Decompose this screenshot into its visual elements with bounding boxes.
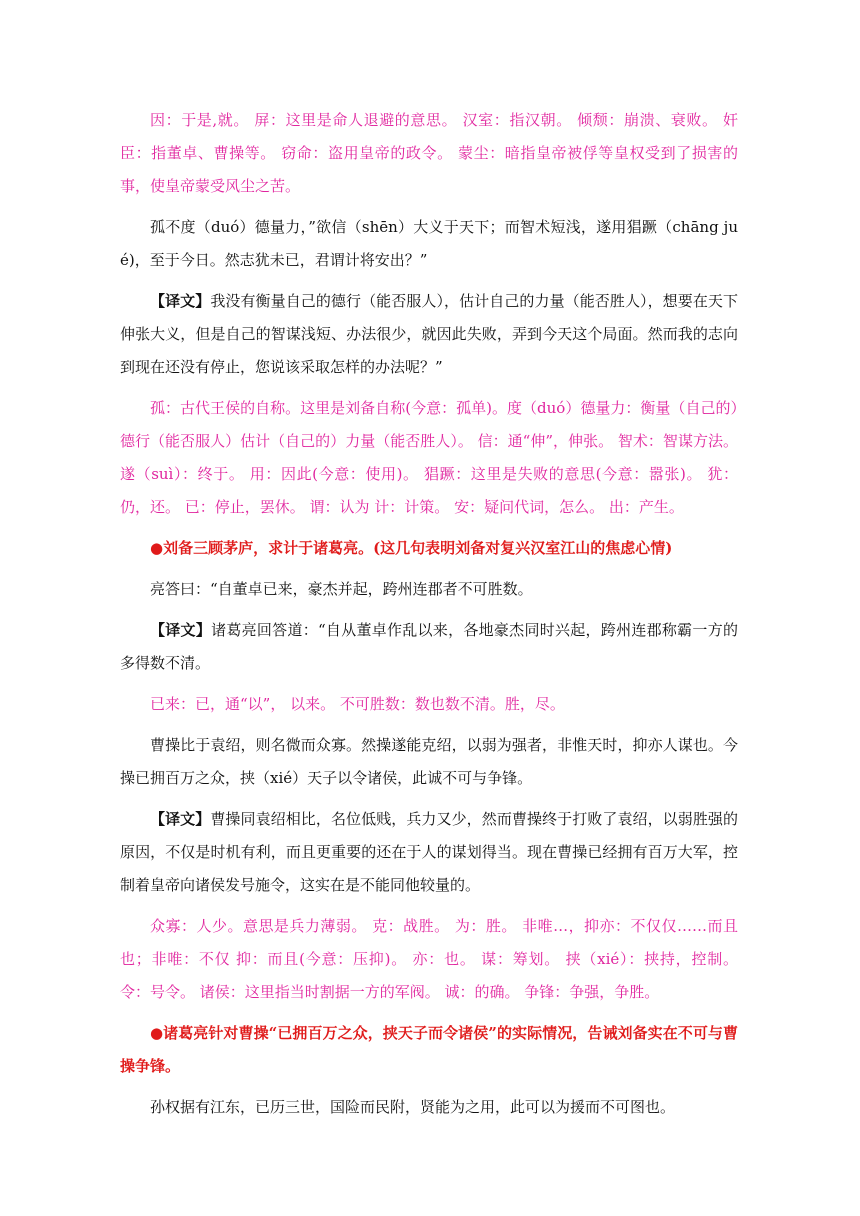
document-body xyxy=(120,104,738,1132)
key-point-paragraph: ●刘备三顾茅庐，求计于诸葛亮。(这几句表明刘备对复兴汉室江山的焦虑心情) xyxy=(150,539,673,557)
translation-text: 曹操同袁绍相比，名位低贱，兵力又少，然而曹操终于打败了袁绍，以弱胜强的原因，不仅是时机有利，而且更重要的还在于人的谋划得当。现在曹操已经拥有百万大军，控制着皇帝向诸侯发号施令，这实在是不能同他较量的。 xyxy=(120,810,738,894)
translation-tag: 【译文】 xyxy=(150,292,211,310)
translation-paragraph xyxy=(120,614,738,680)
translation-tag: 【译文】 xyxy=(150,810,211,828)
translation-paragraph xyxy=(120,803,738,902)
original-text-paragraph: 曹操比于袁绍，则名微而众寡。然操遂能克绍，以弱为强者，非惟天时，抑亦人谋也。今操已拥百万之众，挟（xié）天子以令诸侯，此诚不可与争锋。 xyxy=(120,736,738,787)
annotation-paragraph: 众寡：人少。意思是兵力薄弱。 克：战胜。 为：胜。 非唯…，抑亦：不仅仅……而且也；非唯：不仅 抑：而且(今意：压抑)。 亦：也。 谋：筹划。 挟（xié）：挟持，控制。 令：号令。 诸侯：这里指当时割据一方的军阀。 诚：的确。 争锋：争强，争胜。 xyxy=(120,917,738,1001)
original-text-paragraph: 孤不度（duó）德量力，”欲信（shēn）大义于天下；而智术短浅，遂用猖蹶（chāng jué)，至于今日。然志犹未已，君谓计将安出？” xyxy=(120,218,738,269)
translation-text: 诸葛亮回答道：“自从董卓作乱以来，各地豪杰同时兴起，跨州连郡称霸一方的多得数不清。 xyxy=(120,621,738,672)
translation-paragraph xyxy=(120,285,738,384)
annotation-paragraph: 孤：古代王侯的自称。这里是刘备自称(今意：孤单)。度（duó）德量力：衡量（自己的）德行（能否服人）估计（自己的）力量（能否胜人）。 信：通“伸”，伸张。 智术：智谋方法。 遂（suì）：终于。 用：因此(今意：使用)。 猖蹶：这里是失败的意思(今意：嚣张)。 犹：仍，还。 已：停止，罢休。 谓：认为 计：计策。 安：疑问代词，怎么。 出：产生。 xyxy=(120,399,738,516)
translation-text: 我没有衡量自己的德行（能否服人），估计自己的力量（能否胜人），想要在天下伸张大义，但是自己的智谋浅短、办法很少，就因此失败，弄到今天这个局面。然而我的志向到现在还没有停止，您说该采取怎样的办法呢？” xyxy=(120,292,738,376)
annotation-paragraph: 已来：已，通“以”， 以来。 不可胜数：数也数不清。胜，尽。 xyxy=(150,695,565,713)
key-point-paragraph: ●诸葛亮针对曹操“已拥百万之众，挟天子而令诸侯”的实际情况，告诫刘备实在不可与曹操争锋。 xyxy=(120,1024,738,1075)
original-text-paragraph: 孙权据有江东，已历三世，国险而民附，贤能为之用，此可以为援而不可图也。 xyxy=(150,1098,676,1116)
annotation-paragraph: 因：于是,就。 屏：这里是命人退避的意思。 汉室：指汉朝。 倾颓：崩溃、衰败。 奸臣：指董卓、曹操等。 窃命：盗用皇帝的政令。 蒙尘：暗指皇帝被俘等皇权受到了损害的事，使皇帝蒙受风尘之苦。 xyxy=(120,111,738,195)
original-text-paragraph: 亮答曰：“自董卓已来，豪杰并起，跨州连郡者不可胜数。 xyxy=(150,580,533,598)
translation-tag: 【译文】 xyxy=(150,621,212,639)
